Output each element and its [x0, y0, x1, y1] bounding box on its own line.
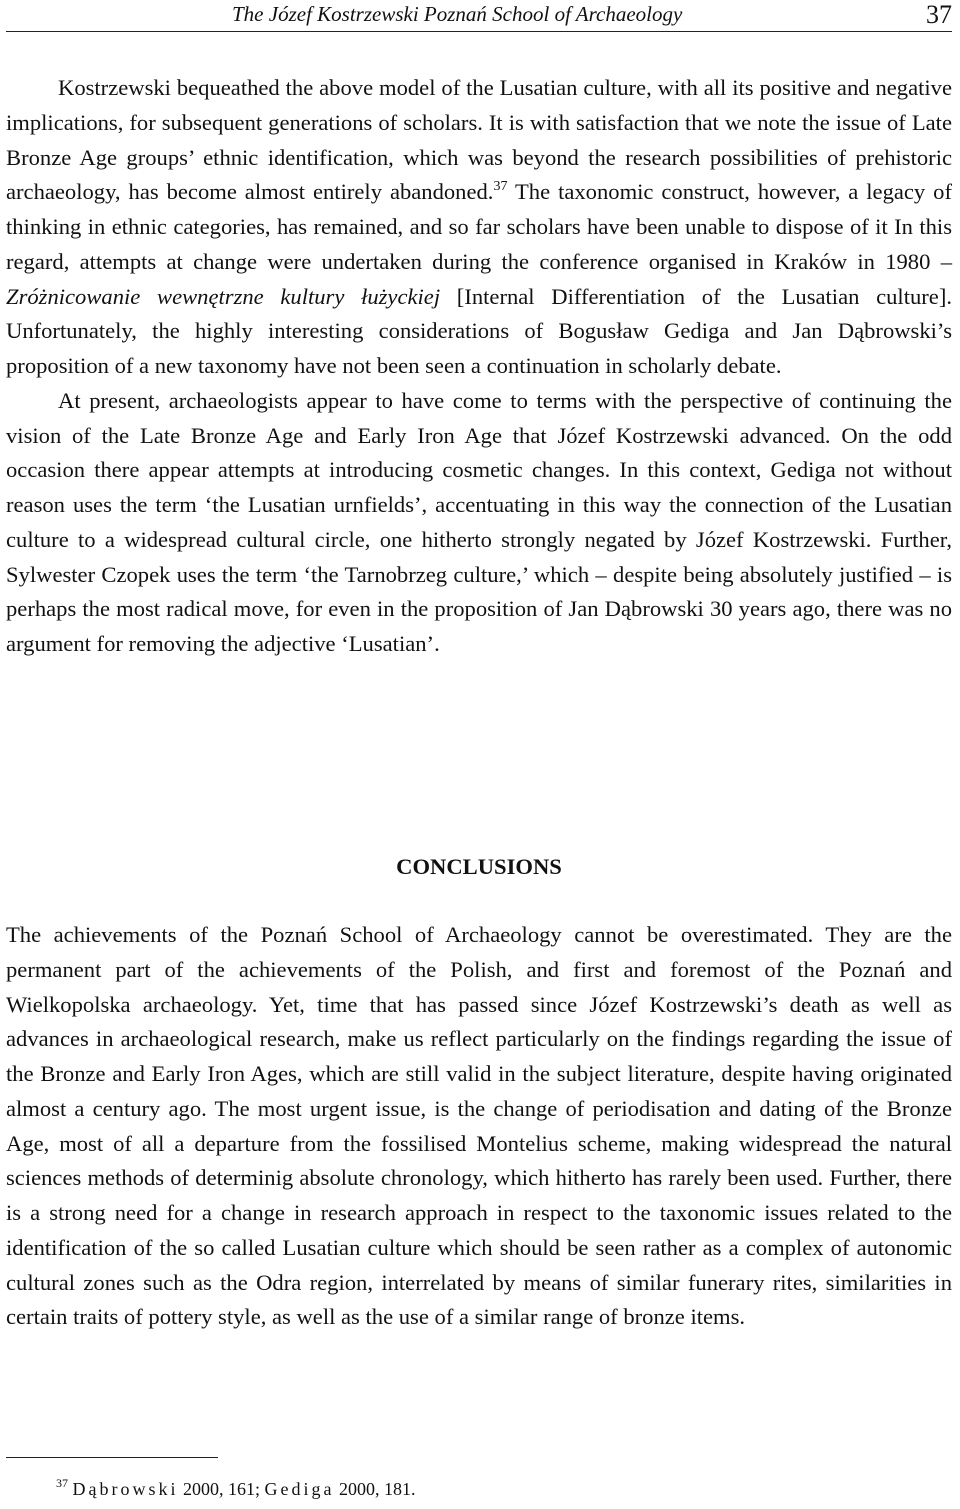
conclusions-section: [6, 918, 952, 1335]
page-header: [6, 0, 952, 32]
footnote-ref-2: 2000, 181.: [334, 1479, 416, 1499]
footnote: [56, 1476, 416, 1500]
footnote-number: 37: [56, 1476, 68, 1490]
main-text: [6, 71, 952, 662]
section-heading: CONCLUSIONS: [396, 854, 562, 879]
footnote-ref-1: 2000, 161;: [178, 1479, 265, 1499]
paragraph-1-text-a: Kostrzewski bequeathed the above model of the Lusatian culture, with all its positive and negative implications, for subsequent generations of scholars. It is with satisfaction that we note the issue of Late Bronze Age groups’ ethnic identification, which was beyond the research possibilities of prehistoric archaeology, has become almost entirely abandoned.: [6, 75, 952, 205]
footnote-reference: 37: [493, 179, 508, 195]
page-number: 37: [926, 0, 952, 29]
paragraph-1-text-b: The taxonomic construct, however, a legacy of thinking in ethnic categories, has remained, and so far scholars have been unable to dispose of it In this regard, attempts at change were undertaken during the conference organised in Kraków in 1980 –: [6, 179, 952, 274]
paragraph-1-text-c: [Internal Differentiation of the Lusatian culture]. Unfortunately, the highly interesting considerations of Bogusław Gediga and Jan Dąbrowski’s proposition of a new taxonomy have not been seen a continuation in scholarly debate.: [6, 283, 952, 378]
italic-title: Zróżnicowanie wewnętrzne kultury łużyckiej: [6, 283, 441, 309]
conclusions-paragraph: The achievements of the Poznań School of Archaeology cannot be overestimated. They are the permanent part of the achievements of the Polish, and first and foremost of the Poznań and Wielkopolska archaeology. Yet, time that has passed since Józef Kostrzewski’s death as well as advances in archaeological research, make us reflect particularly on the findings regarding the issue of the Bronze and Early Iron Ages, which are still valid in the subject literature, despite having originated almost a century ago. The most urgent issue, is the change of periodisation and dating of the Bronze Age, most of all a departure from the fossilised Montelius scheme, making widespread the natural sciences methods of determinig absolute chronology, which hitherto has rarely been used. Further, there is a strong need for a change in research approach in respect to the taxonomic issues related to the identification of the so called Lusatian culture which should be seen rather as a complex of autonomic cultural zones such as the Odra region, interrelated by means of similar funerary rites, similarities in certain traits of pottery style, as well as the use of a similar range of bronze items.: [6, 922, 952, 1330]
footnote-author-1: Dąbrowski: [72, 1479, 179, 1499]
paragraph-1: [6, 71, 952, 384]
paragraph-2: At present, archaeologists appear to have come to terms with the perspective of continuing the vision of the Late Bronze Age and Early Iron Age that Józef Kostrzewski advanced. On the odd occasion there appear attempts at introducing cosmetic changes. In this context, Gediga not without reason uses the term ‘the Lusatian urnfields’, accentuating in this way the connection of the Lusatian culture to a widespread cultural circle, one hitherto strongly negated by Józef Kostrzewski. Further, Sylwester Czopek uses the term ‘the Tarnobrzeg culture,’ which – despite being absolutely justified – is perhaps the most radical move, for even in the proposition of Jan Dąbrowski 30 years ago, there was no argument for removing the adjective ‘Lusatian’.: [6, 387, 952, 656]
footnote-author-2: Gediga: [264, 1479, 335, 1499]
footnote-divider: [6, 1457, 218, 1458]
running-title: The Józef Kostrzewski Poznań School of Archaeology: [232, 2, 683, 26]
